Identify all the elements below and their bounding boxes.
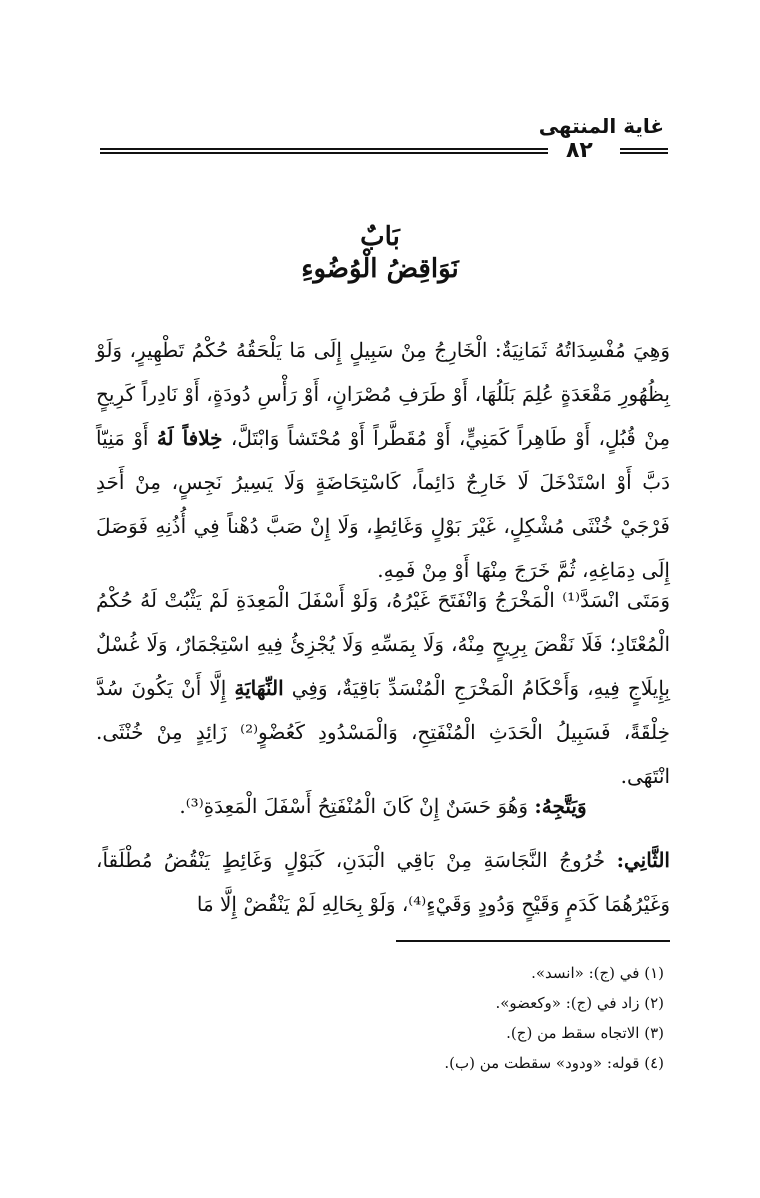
paragraph-2-rest: إِلَّا أَنْ يَكُونَ سُدَّ خِلْقَةً، فَسَبِيلُ الْحَدَثِ الْمُنْفَتِحِ، وَالْمَسْدُودِ كَعُضْوٍ⁽²⁾ زَائِدٍ مِنْ خُنْثَى. انْتَهَى. (96, 676, 670, 788)
footnote-4: (٤) قوله: «ودود» سقطت من (ب). (444, 1054, 664, 1072)
footnote-2: (٢) زاد في (ج): «وكعضو». (495, 994, 664, 1012)
paragraph-3-keyword: وَيَتَّجِهُ: (534, 794, 587, 818)
footnote-3: (٣) الاتجاه سقط من (ج). (506, 1024, 664, 1042)
footnote-1: (١) في (ج): «انسد». (531, 964, 664, 982)
chapter-title: نَوَاقِضُ الْوُضُوءِ (301, 254, 459, 284)
footnote-separator (396, 940, 670, 942)
paragraph-2 (96, 578, 670, 798)
paragraph-1 (96, 328, 670, 592)
paragraph-2-text: وَمَتَى انْسَدَّ⁽¹⁾ الْمَخْرَجُ وَانْفَتَحَ غَيْرُهُ، وَلَوْ أَسْفَلَ الْمَعِدَةِ لَمْ يَثْبُتْ لَهُ حُكْمُ الْمُعْتَادِ؛ فَلَا نَقْضَ بِرِيحٍ مِنْهُ، وَلَا بِمَسِّهِ وَلَا يُجْزِئُ فِيهِ اسْتِجْمَارٌ، وَلَا غُسْلٌ بِإِيلَاجٍ فِيهِ، وَأَحْكَامُ الْمَخْرَجِ الْمُنْسَدِّ بَاقِيَةٌ، وَفِي (96, 588, 671, 700)
paragraph-1-text: وَهِيَ مُفْسِدَاتُهُ ثَمَانِيَةٌ: الْخَارِجُ مِنْ سَبِيلٍ إِلَى مَا يَلْحَقُهُ حُكْمُ تَطْهِيرٍ، وَلَوْ بِظُهُورِ مَقْعَدَةٍ عُلِمَ بَلَلُهَا، أَوْ طَرَفِ مُصْرَانٍ، أَوْ رَأْسِ دُودَةٍ، أَوْ نَادِراً كَرِيحٍ مِنْ قُبُلٍ، أَوْ طَاهِراً كَمَنِيٍّ، أَوْ مُقَطَّراً أَوْ مُحْتَشاً وَابْتَلَّ، (96, 338, 671, 450)
header-rule-short (620, 148, 668, 156)
paragraph-4-keyword: الثَّانِي: (616, 848, 670, 872)
running-title: غاية المنتهى (538, 114, 664, 138)
paragraph-4 (96, 838, 670, 926)
paragraph-2-keyword: النِّهَايَةِ (234, 676, 284, 700)
paragraph-4-text: خُرُوجُ النَّجَاسَةِ مِنْ بَاقِي الْبَدَنِ، كَبَوْلٍ وَغَائِطٍ يَنْقُضُ مُطْلَقاً، وَغَيْرُهُمَا كَدَمٍ وَقَيْحٍ وَدُودٍ وَقَيْءٍ⁽⁴⁾، وَلَوْ بِحَالِهِ لَمْ يَنْقُضْ إِلَّا مَا (96, 848, 670, 916)
chapter-label: بَابٌ (360, 222, 400, 252)
paragraph-1-rest: أَوْ مَنِيّاً دَبَّ أَوْ اسْتَدْخَلَ لَا خَارِجٌ دَائِماً، كَاسْتِحَاضَةٍ وَلَا يَسِيرُ نَجِسٍ، مِنْ أَحَدِ فَرْجَيْ خُنْثَى مُشْكِلٍ، غَيْرَ بَوْلٍ وَغَائِطٍ، وَلَا إِنْ صَبَّ دُهْناً فِي أُذُنِهِ فَوَصَلَ إِلَى دِمَاغِهِ، ثُمَّ خَرَجَ مِنْهَا أَوْ مِنْ فَمِهِ. (96, 426, 670, 582)
paragraph-1-keyword: خِلافاً لَهُ (156, 426, 223, 450)
header-rule-long (100, 148, 548, 156)
paragraph-3-text: وَهُوَ حَسَنٌ إِنْ كَانَ الْمُنْفَتِحُ أَسْفَلَ الْمَعِدَةِ⁽³⁾. (179, 794, 528, 818)
page-number: ٨٢ (566, 138, 593, 163)
footnotes (144, 958, 664, 1078)
paragraph-3 (96, 784, 670, 828)
